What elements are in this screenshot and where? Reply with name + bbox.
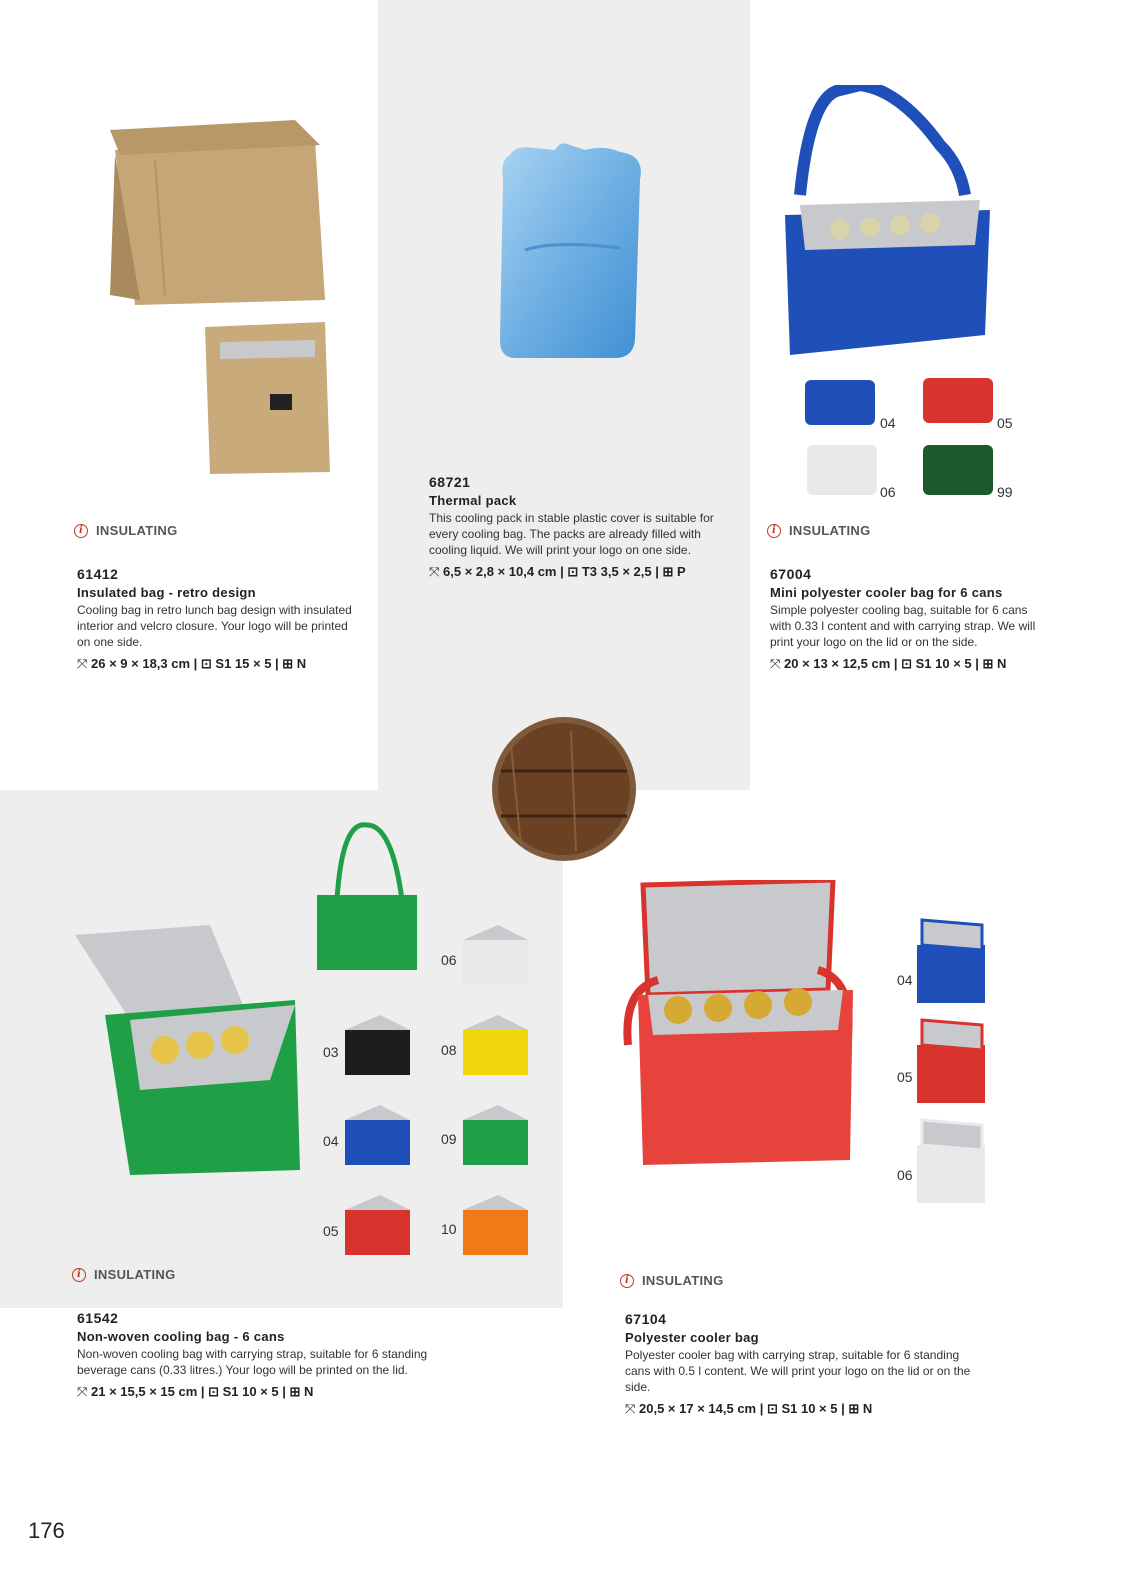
retro-bag-large-image — [95, 110, 335, 310]
product-description: Non-woven cooling bag with carrying strap, suitable for 6 standing beverage cans (0.33 litres.) Your logo will be printed on the lid. — [77, 1347, 428, 1377]
swatch-04-image — [912, 915, 992, 1010]
product-description: Simple polyester cooling bag, suitable for 6 cans with 0.33 l content and with carrying strap. We will print your logo on the lid or on the side. — [770, 603, 1036, 649]
swatch-label: 10 — [441, 1221, 457, 1237]
badge-label: INSULATING — [789, 523, 871, 538]
nonwoven-green-small-image — [312, 820, 422, 975]
swatch-09-image — [458, 1100, 533, 1170]
insulating-badge-67004 — [767, 523, 870, 538]
swatch-05-image — [340, 1190, 415, 1260]
dimensions-icon: ⤧ — [77, 1384, 92, 1399]
swatch-08-image — [458, 1010, 533, 1080]
swatch-06-image — [802, 440, 882, 500]
product-description: This cooling pack in stable plastic cover is suitable for every cooling bag. The packs are already filled with cooling liquid. We will print your logo on one side. — [429, 511, 714, 557]
swatch-label: 06 — [897, 1167, 913, 1183]
product-specs: ⤧ 20 × 13 × 12,5 cm | ⊡ S1 10 × 5 | ⊞ N — [770, 656, 1007, 671]
info-icon: i — [72, 1268, 86, 1282]
badge-label: INSULATING — [642, 1273, 724, 1288]
wood-circle-decoration — [491, 716, 637, 862]
swatch-04-image — [340, 1100, 415, 1170]
product-specs: ⤧ 26 × 9 × 18,3 cm | ⊡ S1 15 × 5 | ⊞ N — [77, 656, 307, 671]
swatch-label: 05 — [997, 415, 1013, 431]
insulating-badge-61412 — [74, 523, 177, 538]
swatch-label: 08 — [441, 1042, 457, 1058]
product-specs: ⤧ 21 × 15,5 × 15 cm | ⊡ S1 10 × 5 | ⊞ N — [77, 1384, 314, 1399]
product-code: 61412 — [77, 566, 119, 582]
swatch-10-image — [458, 1190, 533, 1260]
swatch-06-image — [458, 920, 533, 990]
swatch-99-image — [918, 440, 998, 500]
swatch-label: 99 — [997, 484, 1013, 500]
swatch-label: 03 — [323, 1044, 339, 1060]
dimensions-icon: ⤧ — [625, 1401, 640, 1416]
swatch-05-image — [912, 1015, 992, 1110]
product-67004 — [770, 566, 1048, 672]
product-description: Cooling bag in retro lunch bag design with insulated interior and velcro closure. Your logo will be printed on one side. — [77, 603, 352, 649]
product-title: Non-woven cooling bag - 6 cans — [77, 1329, 285, 1344]
swatch-label: 05 — [323, 1223, 339, 1239]
nonwoven-bag-large-image — [70, 920, 305, 1180]
product-title: Insulated bag - retro design — [77, 585, 256, 600]
dimensions-icon: ⤧ — [770, 656, 785, 671]
swatch-label: 04 — [880, 415, 896, 431]
product-description: Polyester cooler bag with carrying strap, suitable for 6 standing cans with 0.5 l content. We will print your logo on the lid or on the side. — [625, 1348, 971, 1394]
info-icon: i — [767, 524, 781, 538]
swatch-label: 05 — [897, 1069, 913, 1085]
thermal-pack-image — [495, 140, 655, 365]
product-title: Thermal pack — [429, 493, 517, 508]
retro-bag-small-image — [200, 322, 335, 477]
product-specs: ⤧ 20,5 × 17 × 14,5 cm | ⊡ S1 10 × 5 | ⊞ N — [625, 1401, 873, 1416]
product-61412 — [77, 566, 359, 672]
swatch-label: 09 — [441, 1131, 457, 1147]
badge-label: INSULATING — [96, 523, 178, 538]
swatch-05-image — [918, 368, 998, 428]
product-code: 67004 — [770, 566, 812, 582]
product-title: Mini polyester cooler bag for 6 cans — [770, 585, 1003, 600]
product-specs: ⤧ 6,5 × 2,8 × 10,4 cm | ⊡ T3 3,5 × 2,5 | ⊞ P — [429, 564, 686, 579]
product-code: 61542 — [77, 1310, 119, 1326]
swatch-label: 04 — [897, 972, 913, 988]
insulating-badge-61542 — [72, 1267, 175, 1282]
product-code: 68721 — [429, 474, 471, 490]
swatch-label: 04 — [323, 1133, 339, 1149]
swatch-06-image — [912, 1115, 992, 1210]
product-title: Polyester cooler bag — [625, 1330, 759, 1345]
page-number: 176 — [28, 1518, 65, 1543]
swatch-label: 06 — [880, 484, 896, 500]
insulating-badge-67104 — [620, 1273, 723, 1288]
polyester-cooler-red-image — [618, 880, 858, 1165]
info-icon: i — [620, 1274, 634, 1288]
swatch-03-image — [340, 1010, 415, 1080]
product-code: 67104 — [625, 1311, 667, 1327]
product-68721 — [429, 474, 721, 580]
center-top-panel — [378, 0, 750, 790]
dimensions-icon: ⤧ — [429, 564, 444, 579]
swatch-label: 06 — [441, 952, 457, 968]
swatch-04-image — [800, 370, 880, 430]
product-67104 — [625, 1311, 987, 1417]
badge-label: INSULATING — [94, 1267, 176, 1282]
info-icon: i — [74, 524, 88, 538]
mini-cooler-blue-image — [780, 85, 1005, 360]
dimensions-icon: ⤧ — [77, 656, 92, 671]
product-61542 — [77, 1310, 447, 1400]
